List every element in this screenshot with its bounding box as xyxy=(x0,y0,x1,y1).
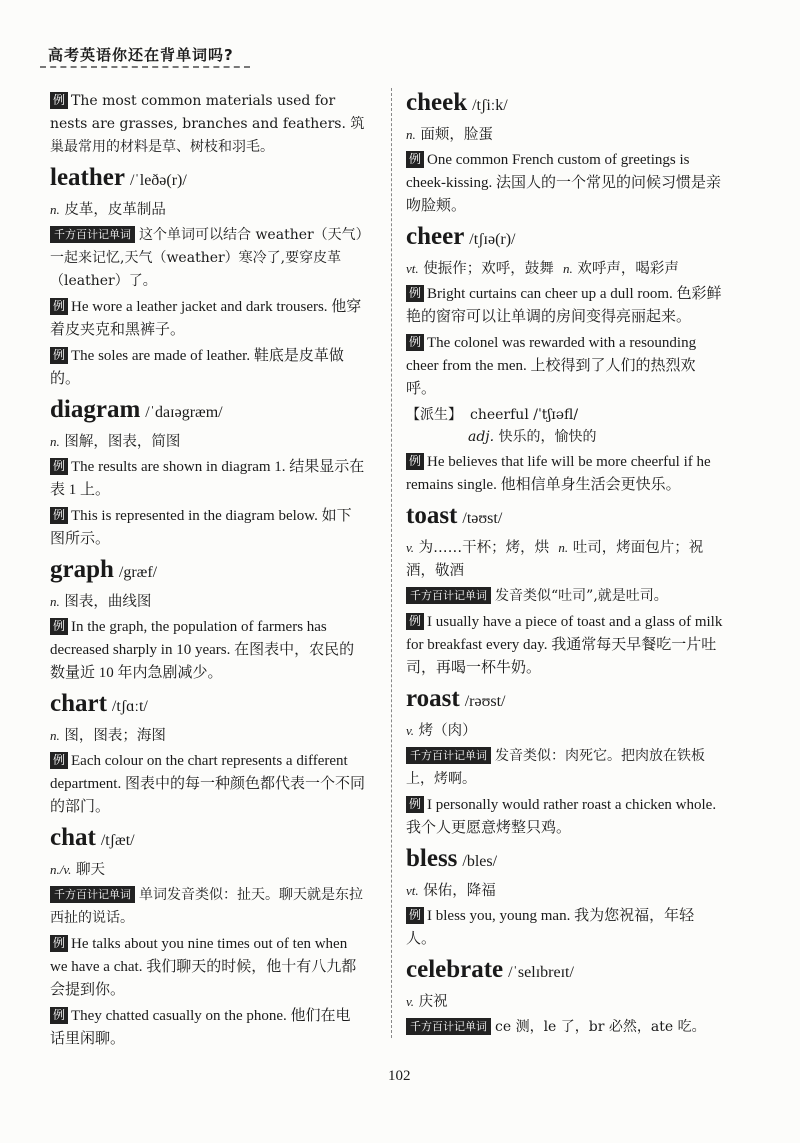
phonetic: /græf/ xyxy=(118,564,158,581)
example-text: The colonel was rewarded with a resounding cheer from the men. 上校得到了人们的热烈欢呼。 xyxy=(406,335,697,397)
word-entry-celebrate xyxy=(406,955,724,1039)
example-text: Bright curtains can cheer up a dull room. 色彩鲜艳的窗帘可以让单调的房间变得亮丽起来。 xyxy=(406,286,722,325)
example-sentence xyxy=(50,1005,365,1051)
headword-line xyxy=(50,163,365,196)
headword: leather xyxy=(50,164,125,191)
right-column xyxy=(406,88,724,1043)
meaning: 图解，图表，简图 xyxy=(64,434,181,450)
word-entry-cheek xyxy=(406,88,724,218)
mnemonic-label: 千方百计记单词 xyxy=(50,886,135,903)
word-entry-leather xyxy=(50,163,365,391)
pos-tag: n. xyxy=(50,594,60,609)
meaning: 欢呼声，喝彩声 xyxy=(577,261,679,277)
derived-label: 【派生】 xyxy=(406,407,462,423)
example-sentence xyxy=(50,933,365,1002)
example-text: I usually have a piece of toast and a glass of milk for breakfast every day. 我通常每天早餐吃一片吐司，再喝一杯牛奶。 xyxy=(406,614,723,676)
mnemonic-text: 发音类似：肉死它。把肉放在铁板上，烤啊。 xyxy=(406,748,705,787)
example-sentence xyxy=(406,149,724,218)
left-column xyxy=(50,88,365,1055)
pos-tag: vt. xyxy=(406,883,419,898)
example-sentence xyxy=(406,794,724,840)
headword: cheer xyxy=(406,223,465,250)
example-sentence xyxy=(50,616,365,685)
example-text: I bless you, young man. 我为您祝福，年轻人。 xyxy=(406,908,695,947)
headword-line xyxy=(406,844,724,877)
example-text: The most common materials used for nests are grasses, branches and feathers. 筑巢最常用的材料是草、树枝和羽毛。 xyxy=(50,93,365,155)
mnemonic-label: 千方百计记单词 xyxy=(406,1018,491,1035)
mnemonic-text: 发音类似“吐司”,就是吐司。 xyxy=(495,588,668,604)
meaning: 为……干杯；烤，烘 xyxy=(418,540,550,556)
headword: toast xyxy=(406,502,458,529)
definition xyxy=(406,123,724,147)
phonetic: /ˈselɪbreɪt/ xyxy=(508,964,574,981)
headword-line xyxy=(406,88,724,121)
example-sentence xyxy=(50,90,365,159)
pos-tag: v. xyxy=(406,723,415,738)
running-header: 高考英语你还在背单词吗? xyxy=(48,46,234,64)
pos-tag: n./v. xyxy=(50,862,72,877)
mnemonic xyxy=(50,884,365,930)
mnemonic-text: 这个单词可以结合 weather（天气）一起来记忆,天气（weather）寒冷了,要穿皮革（leather）了。 xyxy=(50,227,363,289)
example-text: They chatted casually on the phone. 他们在电话里闲聊。 xyxy=(50,1008,351,1047)
definition xyxy=(406,536,724,583)
page-number: 102 xyxy=(388,1068,411,1084)
mnemonic xyxy=(406,585,724,608)
example-label: 例 xyxy=(50,347,68,364)
pos-tag: v. xyxy=(406,540,415,555)
headword: bless xyxy=(406,845,458,872)
mnemonic-text: 单词发音类似：扯天。聊天就是东拉西扯的说话。 xyxy=(50,887,363,926)
example-label: 例 xyxy=(50,1007,68,1024)
word-entry-chat xyxy=(50,823,365,1051)
example-label: 例 xyxy=(406,285,424,302)
definition xyxy=(50,198,365,222)
example-text: The results are shown in diagram 1. 结果显示在表 1 上。 xyxy=(50,459,365,498)
headword: chart xyxy=(50,690,107,717)
example-label: 例 xyxy=(406,613,424,630)
example-label: 例 xyxy=(406,151,424,168)
example-text: Each colour on the chart represents a different department. 图表中的每一种颜色都代表一个不同的部门。 xyxy=(50,753,365,815)
word-entry-bless xyxy=(406,844,724,951)
meaning: 吐司，烤面包片；祝酒，敬酒 xyxy=(406,540,704,579)
example-sentence xyxy=(50,296,365,342)
derived-word xyxy=(406,404,724,448)
word-entry-toast xyxy=(406,501,724,680)
phonetic: /rəʊst/ xyxy=(464,693,506,710)
headword-line xyxy=(406,501,724,534)
word-entry-chart xyxy=(50,689,365,819)
meaning: 图表，曲线图 xyxy=(64,594,152,610)
meaning: 聊天 xyxy=(76,862,106,878)
column-divider xyxy=(391,88,392,1038)
example-label: 例 xyxy=(406,334,424,351)
phonetic: /ˈdaɪəgræm/ xyxy=(145,404,223,421)
pos-tag: n. xyxy=(406,127,416,142)
pos-tag: adj. xyxy=(468,429,495,445)
example-text: In the graph, the population of farmers has decreased sharply in 10 years. 在图表中，农民的数量近 10 年内急剧减少。 xyxy=(50,619,355,681)
example-sentence xyxy=(50,345,365,391)
phonetic: /ˈleðə(r)/ xyxy=(129,172,187,189)
example-sentence xyxy=(50,456,365,502)
example-label: 例 xyxy=(406,796,424,813)
headword-line xyxy=(406,684,724,717)
pos-tag: v. xyxy=(406,994,415,1009)
phonetic: /bles/ xyxy=(462,853,498,870)
example-sentence xyxy=(406,905,724,951)
definition xyxy=(50,590,365,614)
example-sentence xyxy=(50,750,365,819)
headword: graph xyxy=(50,556,114,583)
mnemonic-label: 千方百计记单词 xyxy=(50,226,135,243)
example-label: 例 xyxy=(406,907,424,924)
meaning: 庆祝 xyxy=(418,994,448,1010)
headword: diagram xyxy=(50,396,141,423)
example-text: He wore a leather jacket and dark trousers. 他穿着皮夹克和黑裤子。 xyxy=(50,299,362,338)
pos-tag: n. xyxy=(50,728,60,743)
mnemonic xyxy=(50,224,365,293)
mnemonic xyxy=(406,1016,724,1039)
example-sentence xyxy=(406,283,724,329)
mnemonic-label: 千方百计记单词 xyxy=(406,587,491,604)
phonetic: /tʃɑːt/ xyxy=(111,698,148,715)
mnemonic-text: ce 测，le 了，br 必然，ate 吃。 xyxy=(495,1019,706,1035)
header-rule xyxy=(40,66,250,68)
headword-line xyxy=(406,222,724,255)
example-label: 例 xyxy=(50,458,68,475)
headword: chat xyxy=(50,824,96,851)
derived-definition xyxy=(406,426,724,448)
example-label: 例 xyxy=(50,618,68,635)
definition xyxy=(50,430,365,454)
pos-tag: vt. xyxy=(406,261,419,276)
definition xyxy=(50,724,365,748)
headword-line xyxy=(50,555,365,588)
meaning: 面颊，脸蛋 xyxy=(420,127,493,143)
example-text: I personally would rather roast a chicken whole. 我个人更愿意烤整只鸡。 xyxy=(406,797,717,836)
pos-tag: n. xyxy=(558,540,569,555)
phonetic: /tʃiːk/ xyxy=(472,97,508,114)
headword-line xyxy=(50,395,365,428)
meaning: 保佑，降福 xyxy=(423,883,496,899)
pos-tag: n. xyxy=(50,202,60,217)
headword-line xyxy=(50,689,365,722)
example-label: 例 xyxy=(50,92,68,109)
headword-line xyxy=(406,955,724,988)
headword: roast xyxy=(406,685,460,712)
phonetic: /təʊst/ xyxy=(462,510,503,527)
example-text: He talks about you nine times out of ten when we have a chat. 我们聊天的时候，他十有八九都会提到你。 xyxy=(50,936,357,998)
pos-tag: n. xyxy=(50,434,60,449)
meaning: 图，图表；海图 xyxy=(64,728,166,744)
headword: cheek xyxy=(406,89,468,116)
example-sentence xyxy=(50,505,365,551)
definition xyxy=(406,257,724,281)
example-label: 例 xyxy=(50,298,68,315)
example-label: 例 xyxy=(406,453,424,470)
word-entry-diagram xyxy=(50,395,365,551)
phonetic: /tʃæt/ xyxy=(100,832,135,849)
example-sentence xyxy=(406,332,724,401)
word-entry-cheer xyxy=(406,222,724,497)
headword-line xyxy=(50,823,365,856)
example-label: 例 xyxy=(50,752,68,769)
example-text: This is represented in the diagram below. 如下图所示。 xyxy=(50,508,352,547)
definition xyxy=(50,858,365,882)
example-text: One common French custom of greetings is cheek-kissing. 法国人的一个常见的问候习惯是亲吻脸颊。 xyxy=(406,152,721,214)
derived-headword: cheerful /ˈtʃɪəfl/ xyxy=(470,407,579,423)
mnemonic-label: 千方百计记单词 xyxy=(406,747,491,764)
definition xyxy=(406,990,724,1014)
meaning: 快乐的，愉快的 xyxy=(498,429,597,445)
meaning: 烤（肉） xyxy=(418,723,477,739)
example-label: 例 xyxy=(50,507,68,524)
example-text: He believes that life will be more cheerful if he remains single. 他相信单身生活会更快乐。 xyxy=(406,454,711,493)
mnemonic xyxy=(406,745,724,791)
meaning: 使振作；欢呼，鼓舞 xyxy=(423,261,554,277)
word-entry-graph xyxy=(50,555,365,685)
example-text: The soles are made of leather. 鞋底是皮革做的。 xyxy=(50,348,344,387)
definition xyxy=(406,719,724,743)
phonetic: /tʃɪə(r)/ xyxy=(469,231,516,248)
example-sentence xyxy=(406,451,724,497)
example-sentence xyxy=(406,611,724,680)
definition xyxy=(406,879,724,903)
pos-tag: n. xyxy=(562,261,573,276)
meaning: 皮革，皮革制品 xyxy=(64,202,166,218)
headword: celebrate xyxy=(406,956,504,983)
example-label: 例 xyxy=(50,935,68,952)
word-entry-roast xyxy=(406,684,724,840)
